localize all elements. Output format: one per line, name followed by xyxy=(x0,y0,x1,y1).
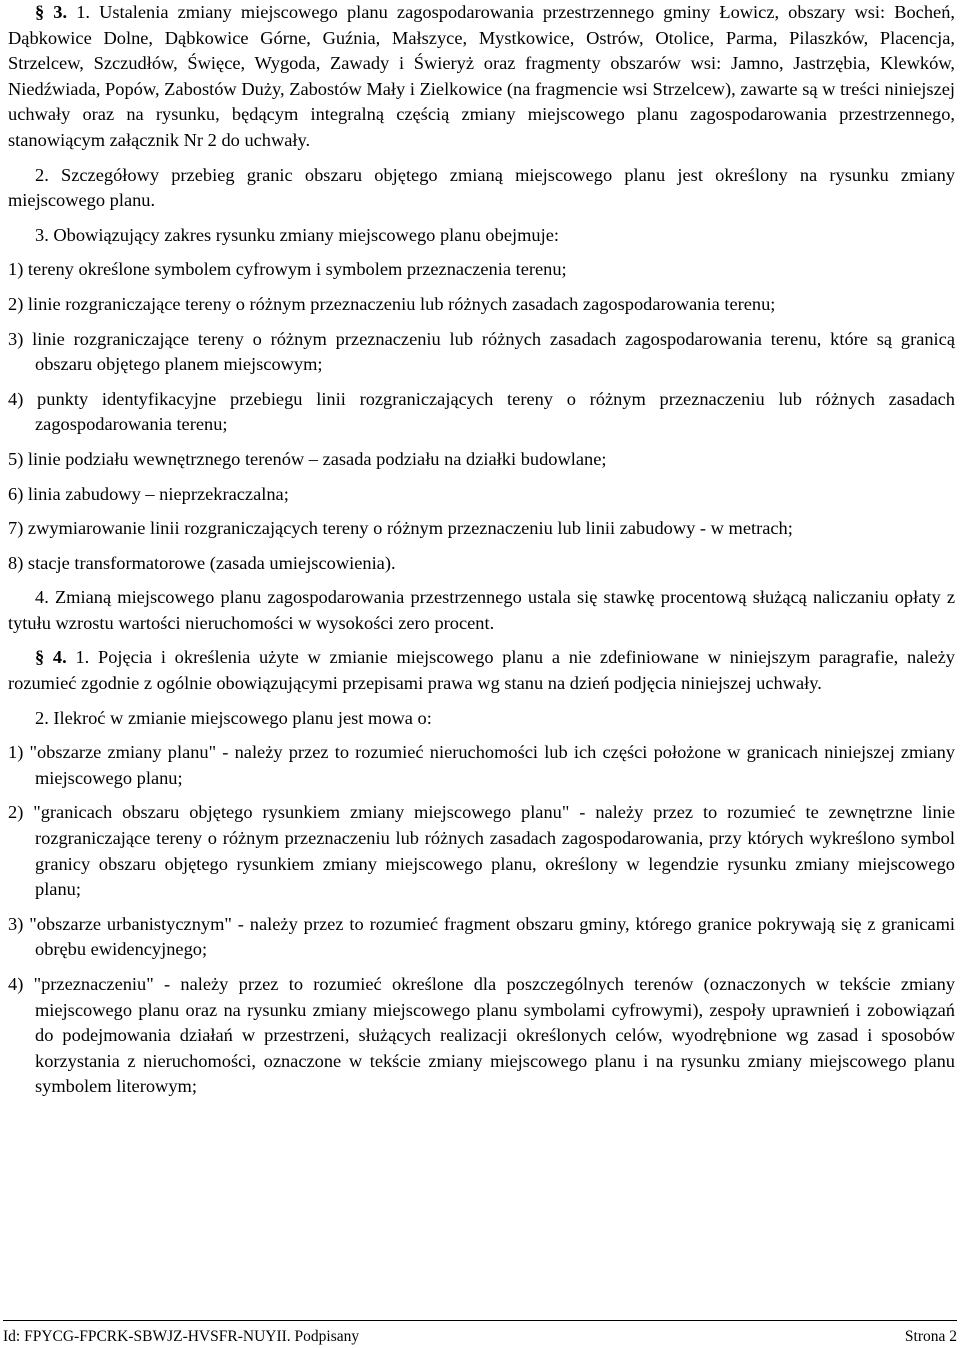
paragraph-s3-4: 4. Zmianą miejscowego planu zagospodarowania przestrzennego ustala się stawkę procentową służącą naliczaniu opłaty z tytułu wzrostu wartości nieruchomości w wysokości zero procent. xyxy=(8,587,955,633)
paragraph-s3-2: 2. Szczegółowy przebieg granic obszaru objętego zmianą miejscowego planu jest określony na rysunku zmiany miejscowego planu. xyxy=(8,164,955,211)
list-item-s3-3: 3) linie rozgraniczające tereny o różnym przeznaczeniu lub różnych zasadach zagospodarowania terenu, które są granicą obszaru objętego planem miejscowym; xyxy=(8,328,955,375)
list-item-s3-4: 4) punkty identyfikacyjne przebiegu linii rozgraniczających tereny o różnym przeznaczeniu lub różnych zasadach zagospodarowania terenu; xyxy=(8,388,955,435)
list-item-s3-2: 2) linie rozgraniczające tereny o różnym przeznaczeniu lub różnych zasadach zagospodarowania terenu; xyxy=(8,293,776,314)
page-number: Strona 2 xyxy=(904,1328,957,1345)
list-item-s3-8: 8) stacje transformatorowe (zasada umiejscowienia). xyxy=(8,552,396,573)
definition-item-3: 3) "obszarze urbanistycznym" - należy przez to rozumieć fragment obszaru gminy, którego granice pokrywają się z granicami obrębu ewidencyjnego; xyxy=(8,913,955,960)
definition-item-2: 2) "granicach obszaru objętego rysunkiem zmiany miejscowego planu" - należy przez to rozumieć te zewnętrzne linie rozgraniczające tereny o różnym przeznaczeniu lub różnych zasadach zagospodarowania, przy których wykreślono symbol granicy obszaru objętego rysunkiem zmiany miejscowego planu, określony w legendzie rysunku zmiany miejscowego planu; xyxy=(8,802,955,900)
section-3-heading: § 3. xyxy=(35,2,68,22)
paragraph-s3-1 xyxy=(8,0,955,154)
paragraph-s3-3: 3. Obowiązujący zakres rysunku zmiany miejscowego planu obejmuje: xyxy=(35,224,559,245)
list-item-s3-7: 7) zwymiarowanie linii rozgraniczających tereny o różnym przeznaczeniu lub linii zabudowy - w metrach; xyxy=(8,518,793,539)
definition-item-4: 4) "przeznaczeniu" - należy przez to rozumieć określone dla poszczególnych terenów (oznaczonych w tekście zmiany miejscowego planu oraz na rysunku zmiany miejscowego planu symbolami cyfrowymi), zespoły uprawnień i zobowiązań do podejmowania działań w przestrzeni, służących realizacji określonych celów, wyodrębnione wg zasad i sposobów korzystania z nieruchomości, oznaczone w tekście zmiany miejscowego planu i na rysunku zmiany miejscowego planu symbolem literowym; xyxy=(8,974,955,1097)
document-id: Id: FPYCG-FPCRK-SBWJZ-HVSFR-NUYII. Podpisany xyxy=(3,1328,360,1345)
definition-item-1: 1) "obszarze zmiany planu" - należy przez to rozumieć nieruchomości lub ich części położone w granicach niniejszej zmiany miejscowego planu; xyxy=(8,742,955,788)
paragraph-s4-1 xyxy=(8,645,955,696)
section-4-heading: § 4. xyxy=(35,647,67,668)
list-item-s3-1: 1) tereny określone symbolem cyfrowym i symbolem przeznaczenia terenu; xyxy=(8,259,567,280)
document-body xyxy=(8,0,955,1109)
paragraph-s4-2: 2. Ilekroć w zmianie miejscowego planu jest mowa o: xyxy=(35,707,432,728)
paragraph-s3-1-text: 1. Ustalenia zmiany miejscowego planu zagospodarowania przestrzennego gminy Łowicz, obszary wsi: Bocheń, Dąbkowice Dolne, Dąbkowice Górne, Guźnia, Małszyce, Mystkowice, Ostrów, Otolice, Parma, Pilaszków, Placencja, Strzelcew, Szczudłów, Święce, Wygoda, Zawady i Świeryż oraz fragmenty obszarów wsi: Jamno, Jastrzębia, Klewków, Niedźwiada, Popów, Zabostów Duży, Zabostów Mały i Zielkowice (na fragmencie wsi Strzelcew), zawarte są w treści niniejszej uchwały oraz na rysunku, będącym integralną częścią zmiany miejscowego planu zagospodarowania przestrzennego, stanowiącym załącznik Nr 2 do uchwały. xyxy=(8,2,955,150)
list-item-s3-5: 5) linie podziału wewnętrznego terenów – zasada podziału na działki budowlane; xyxy=(8,448,607,469)
page-footer xyxy=(3,1320,957,1347)
list-item-s3-6: 6) linia zabudowy – nieprzekraczalna; xyxy=(8,483,289,504)
paragraph-s4-1-text: 1. Pojęcia i określenia użyte w zmianie miejscowego planu a nie zdefiniowane w niniejszym paragrafie, należy rozumieć zgodnie z ogólnie obowiązującymi przepisami prawa wg stanu na dzień podjęcia niniejszej uchwały. xyxy=(8,647,955,694)
